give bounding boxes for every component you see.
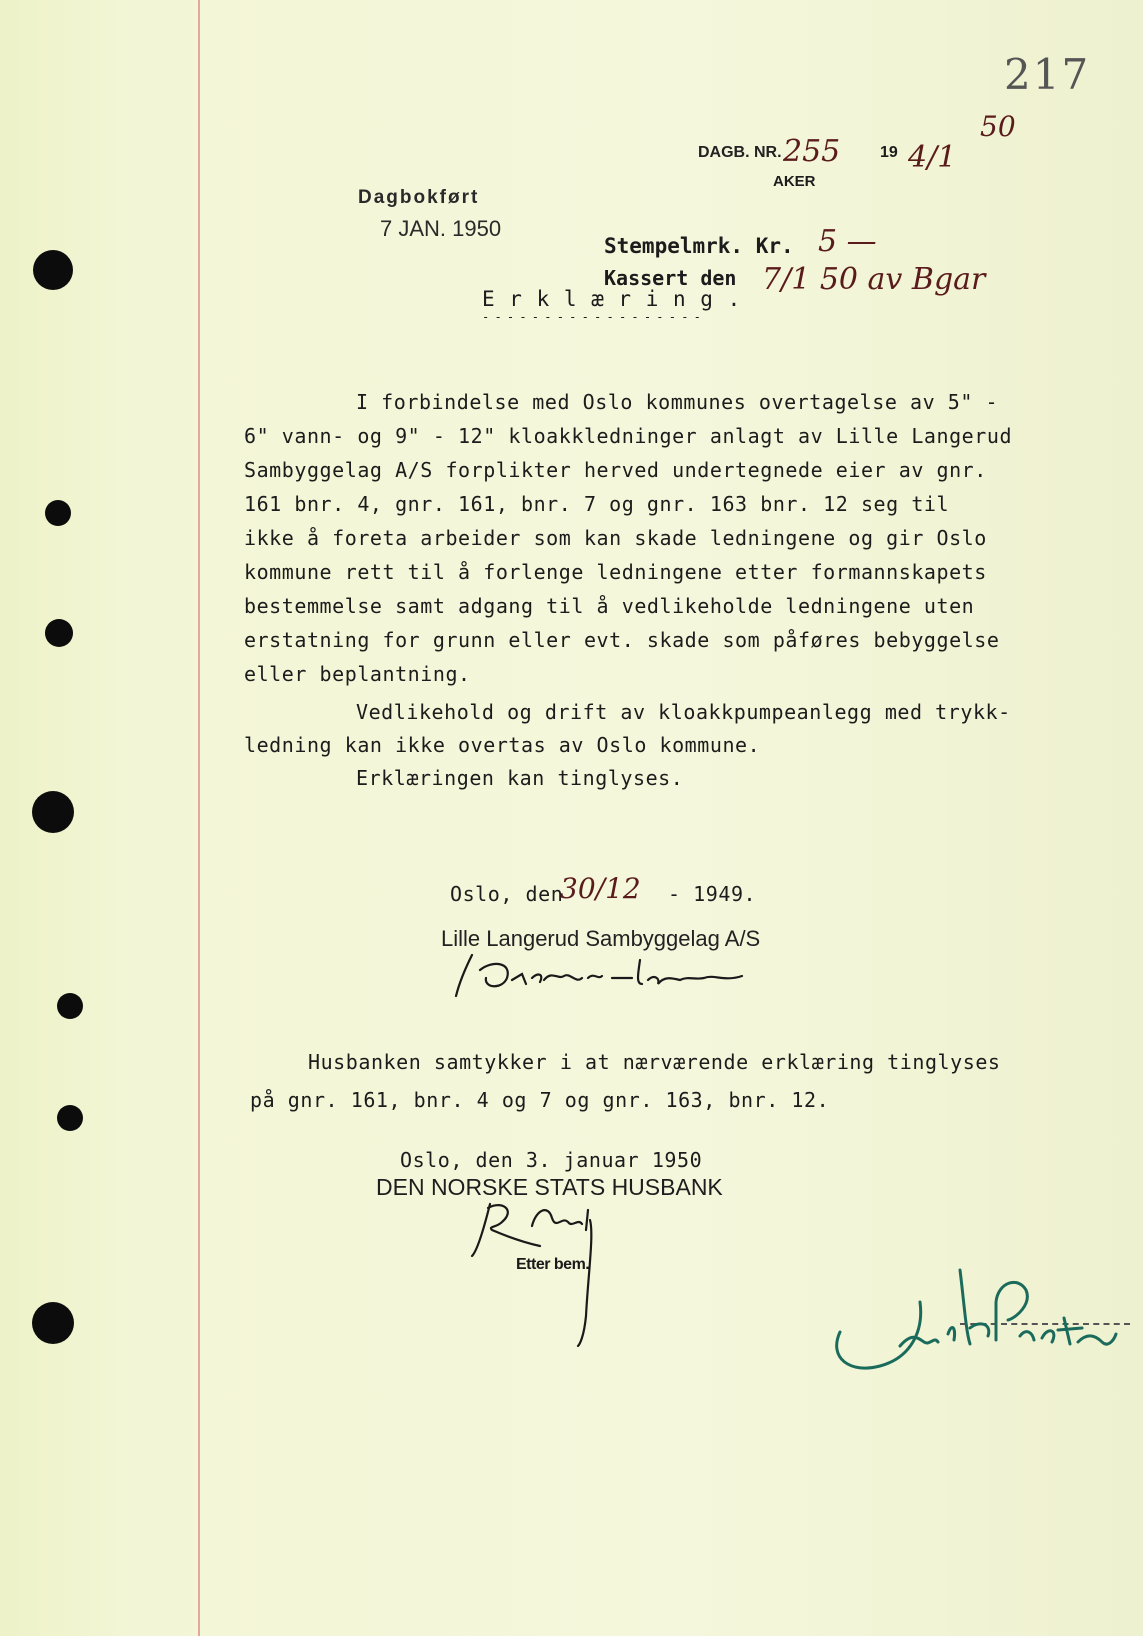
title-underline: - - - - - - - - - - - - - - - - - - [482, 310, 700, 324]
punch-hole [57, 993, 83, 1019]
paragraph-line: Erklæringen kan tinglyses. [356, 766, 684, 790]
dagbokfort-date: 7 JAN. 1950 [380, 216, 502, 241]
paragraph-line: erstatning for grunn eller evt. skade som påføres bebyggelse [244, 628, 1000, 652]
margin-line [198, 0, 200, 1636]
sign1-organization: Lille Langerud Sambyggelag A/S [441, 926, 761, 951]
stempelmerke-label: Stempelmrk. Kr. [604, 234, 794, 258]
stamp-place: AKER [773, 173, 816, 190]
kassert-value: 7/1 50 av Bgar [762, 262, 986, 297]
husbanken-line: på gnr. 161, bnr. 4 og 7 og gnr. 163, bnr. 12. [250, 1088, 830, 1112]
paragraph-line: ikke å foreta arbeider som kan skade ledningene og gir Oslo [244, 526, 987, 550]
year-handwritten: 50 [980, 110, 1016, 143]
punch-hole [45, 500, 71, 526]
etter-bem-stamp: Etter bem. [516, 1256, 590, 1273]
paragraph-line: eller beplantning. [244, 662, 471, 686]
year-prefix: 19 [880, 144, 898, 161]
sign2-organization: DEN NORSKE STATS HUSBANK [376, 1174, 723, 1200]
paragraph-line: Sambyggelag A/S forplikter herved undertegnede eier av gnr. [244, 458, 987, 482]
paragraph-line: ledning kan ikke overtas av Oslo kommune. [244, 733, 761, 757]
sign1-signature [452, 950, 762, 1000]
sign1-place-date: Oslo, den [450, 882, 564, 906]
dagb-nr-value: 255 [783, 134, 841, 169]
paragraph-line: Vedlikehold og drift av kloakkpumpeanlegg med trykk- [356, 700, 1011, 724]
dagb-nr-label: DAGB. NR. [698, 144, 782, 161]
paragraph-line: bestemmelse samt adgang til å vedlikeholde ledningene uten [244, 594, 975, 618]
kassert-label: Kassert den [604, 266, 737, 290]
paragraph-line: 161 bnr. 4, gnr. 161, bnr. 7 og gnr. 163 bnr. 12 seg til [244, 492, 950, 516]
sign1-date-handwritten: 30/12 [560, 872, 641, 905]
husbanken-line: Husbanken samtykker i at nærværende erklæring tinglyses [308, 1050, 1001, 1074]
sign1-year: - 1949. [668, 882, 757, 906]
paragraph-line: kommune rett til å forlenge ledningene etter formannskapets [244, 560, 987, 584]
sign2-place-date: Oslo, den 3. januar 1950 [400, 1148, 703, 1172]
sign3-signature [820, 1262, 1120, 1382]
paragraph-line: 6" vann- og 9" - 12" kloakkledninger anlagt av Lille Langerud [244, 424, 1013, 448]
document-title: E r k l æ r i n g . [482, 287, 742, 311]
date-handwritten: 4/1 [908, 140, 957, 175]
punch-hole [33, 250, 73, 290]
paragraph-line: I forbindelse med Oslo kommunes overtagelse av 5" - [356, 390, 999, 414]
punch-hole [45, 619, 73, 647]
page-number: 217 [1004, 50, 1091, 99]
punch-hole [32, 1302, 74, 1344]
punch-hole [57, 1105, 83, 1131]
sign2-signature [462, 1196, 622, 1356]
dagbokfort-stamp: Dagbokført [358, 187, 480, 208]
punch-hole [32, 791, 74, 833]
stempelmerke-value: 5 — [818, 224, 877, 259]
